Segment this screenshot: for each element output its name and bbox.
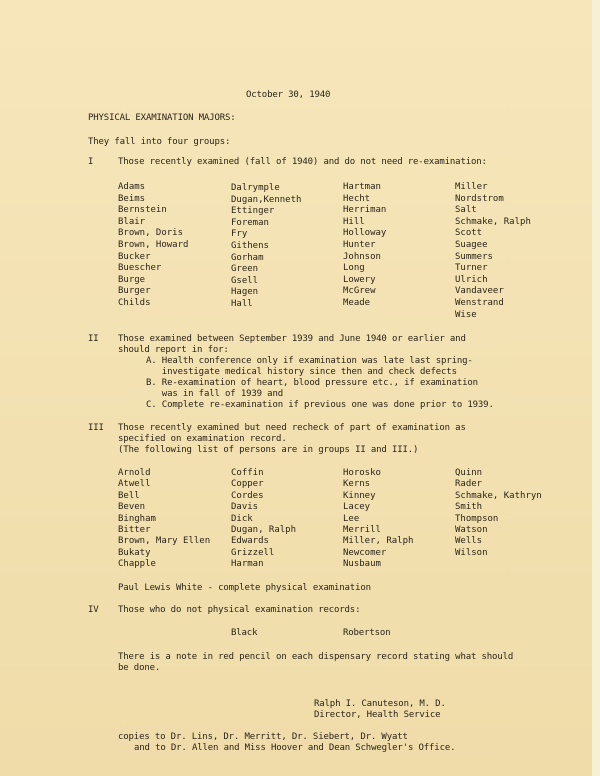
name-entry: Foreman xyxy=(231,217,269,228)
group1-column-3 xyxy=(343,182,386,310)
name-entry: Scott xyxy=(455,228,483,239)
group4-name-1: Black xyxy=(231,628,258,638)
name-entry: Hecht xyxy=(343,193,371,204)
copies-line1: copies to Dr. Lins, Dr. Merritt, Dr. Siebert, Dr. Wyatt xyxy=(118,732,408,742)
name-entry: Grizzell xyxy=(231,547,275,558)
name-entry: Quinn xyxy=(455,468,483,478)
group1-column-4 xyxy=(455,182,531,321)
name-entry: Bernstein xyxy=(118,205,167,216)
name-entry: Summers xyxy=(455,251,493,262)
name-entry: Wise xyxy=(455,309,477,320)
name-entry: Meade xyxy=(343,297,371,308)
signature-title: Director, Health Service xyxy=(314,710,441,720)
name-entry: Childs xyxy=(118,297,151,308)
name-entry: Bucker xyxy=(118,251,151,262)
name-entry: Suagee xyxy=(455,239,488,250)
group2-item-a-cont: investigate medical history since then and check defects xyxy=(146,367,457,377)
name-entry: Hartman xyxy=(343,182,381,192)
name-entry: Smith xyxy=(455,502,483,513)
name-entry: Turner xyxy=(455,263,488,274)
name-entry: Green xyxy=(231,264,259,275)
name-entry: Dick xyxy=(231,513,253,524)
name-entry: Long xyxy=(343,263,365,274)
name-entry: Gorham xyxy=(231,252,264,263)
group2-item-b: B. Re-examination of heart, blood pressure etc., if examination xyxy=(146,378,478,388)
group1-column-2 xyxy=(231,183,301,311)
group3-column-4 xyxy=(455,468,542,559)
name-entry: Burger xyxy=(118,286,151,297)
name-entry: Nordstrom xyxy=(455,193,504,204)
document-date: October 30, 1940 xyxy=(246,90,331,100)
document-heading: PHYSICAL EXAMINATION MAJORS: xyxy=(88,113,236,123)
name-entry: Dugan,Kenneth xyxy=(231,194,302,205)
name-entry: Bukaty xyxy=(118,547,151,558)
name-entry: Chapple xyxy=(118,559,156,570)
name-entry: Kerns xyxy=(343,479,371,490)
name-entry: Rader xyxy=(455,479,483,490)
closing-line1: There is a note in red pencil on each dispensary record stating what should xyxy=(118,652,514,662)
name-entry: Hill xyxy=(343,216,365,227)
group3-column-1 xyxy=(118,468,210,571)
name-entry: Wenstrand xyxy=(455,297,504,308)
group1-column-1 xyxy=(118,182,188,310)
name-entry: Githens xyxy=(231,240,269,251)
name-entry: Edwards xyxy=(231,536,269,547)
name-entry: Kinney xyxy=(343,490,376,501)
name-entry: Lowery xyxy=(343,274,376,285)
group3-line3: (The following list of persons are in groups II and III.) xyxy=(118,445,419,455)
name-entry: Brown, Doris xyxy=(118,228,184,239)
group3-column-3 xyxy=(343,468,413,571)
name-entry: Gsell xyxy=(231,275,259,286)
name-entry: Brown, Mary Ellen xyxy=(118,536,211,547)
name-entry: Hagen xyxy=(231,287,259,298)
name-entry: Wilson xyxy=(455,547,488,558)
closing-line2: be done. xyxy=(118,663,161,673)
name-entry: Buescher xyxy=(118,263,162,274)
name-entry: Lacey xyxy=(343,502,371,513)
name-entry: Copper xyxy=(231,479,264,490)
name-entry: Beims xyxy=(118,193,146,204)
name-entry: Lee xyxy=(343,513,360,524)
group2-item-a: A. Health conference only if examination was late last spring- xyxy=(146,356,473,366)
name-entry: Blair xyxy=(118,216,146,227)
name-entry: Holloway xyxy=(343,228,387,239)
group3-line2: specified on examination record. xyxy=(118,434,287,444)
name-entry: Atwell xyxy=(118,479,151,490)
name-entry: Thompson xyxy=(455,513,499,524)
name-entry: Bell xyxy=(118,490,140,501)
name-entry: Adams xyxy=(118,182,146,192)
name-entry: Merrill xyxy=(343,524,381,535)
name-entry: Coffin xyxy=(231,468,264,478)
group2-numeral: II xyxy=(88,334,99,344)
name-entry: Harman xyxy=(231,559,264,570)
name-entry: Brown, Howard xyxy=(118,239,189,250)
group2-line1: Those examined between September 1939 and June 1940 or earlier and xyxy=(118,334,466,344)
name-entry: Salt xyxy=(455,205,477,216)
name-entry: Miller, Ralph xyxy=(343,536,414,547)
name-entry: Watson xyxy=(455,524,488,535)
group4-numeral: IV xyxy=(88,605,99,615)
group3-numeral: III xyxy=(88,423,104,433)
name-entry: Miller xyxy=(455,182,488,192)
group4-name-2: Robertson xyxy=(343,628,391,638)
signature-name: Ralph I. Canuteson, M. D. xyxy=(314,699,446,709)
name-entry: Schmake, Ralph xyxy=(455,216,531,227)
name-entry: Bitter xyxy=(118,524,151,535)
name-entry: Dalrymple xyxy=(231,183,280,193)
name-entry: Vandaveer xyxy=(455,286,504,297)
group2-item-c: C. Complete re-examination if previous one was done prior to 1939. xyxy=(146,400,494,410)
name-entry: Beven xyxy=(118,502,146,513)
copies-line2: and to Dr. Allen and Miss Hoover and Dean Schwegler's Office. xyxy=(134,743,456,753)
name-entry: Davis xyxy=(231,502,259,513)
name-entry: Herriman xyxy=(343,205,387,216)
group3-column-2 xyxy=(231,468,296,571)
name-entry: Newcomer xyxy=(343,547,387,558)
group3-line1: Those recently examined but need recheck of part of examination as xyxy=(118,423,466,433)
name-entry: Cordes xyxy=(231,490,264,501)
group1-text: Those recently examined (fall of 1940) and do not need re-examination: xyxy=(118,157,487,167)
name-entry: Arnold xyxy=(118,468,151,478)
name-entry: Burge xyxy=(118,274,146,285)
name-entry: Wells xyxy=(455,536,483,547)
intro-text: They fall into four groups: xyxy=(88,137,231,147)
group4-text: Those who do not physical examination records: xyxy=(118,605,361,615)
name-entry: Dugan, Ralph xyxy=(231,524,297,535)
name-entry: Hall xyxy=(231,298,253,309)
group3-note: Paul Lewis White - complete physical examination xyxy=(118,583,371,593)
name-entry: Ulrich xyxy=(455,274,488,285)
page-edge xyxy=(592,0,600,776)
name-entry: Johnson xyxy=(343,251,381,262)
name-entry: Hunter xyxy=(343,239,376,250)
name-entry: Nusbaum xyxy=(343,559,381,570)
group2-line2: should report in for: xyxy=(118,345,229,355)
group1-numeral: I xyxy=(88,157,94,167)
name-entry: Schmake, Kathryn xyxy=(455,490,542,501)
name-entry: McGrew xyxy=(343,286,376,297)
name-entry: Ettinger xyxy=(231,206,275,217)
name-entry: Horosko xyxy=(343,468,381,478)
name-entry: Fry xyxy=(231,229,248,240)
name-entry: Bingham xyxy=(118,513,156,524)
group2-item-b-cont: was in fall of 1939 and xyxy=(146,389,283,399)
